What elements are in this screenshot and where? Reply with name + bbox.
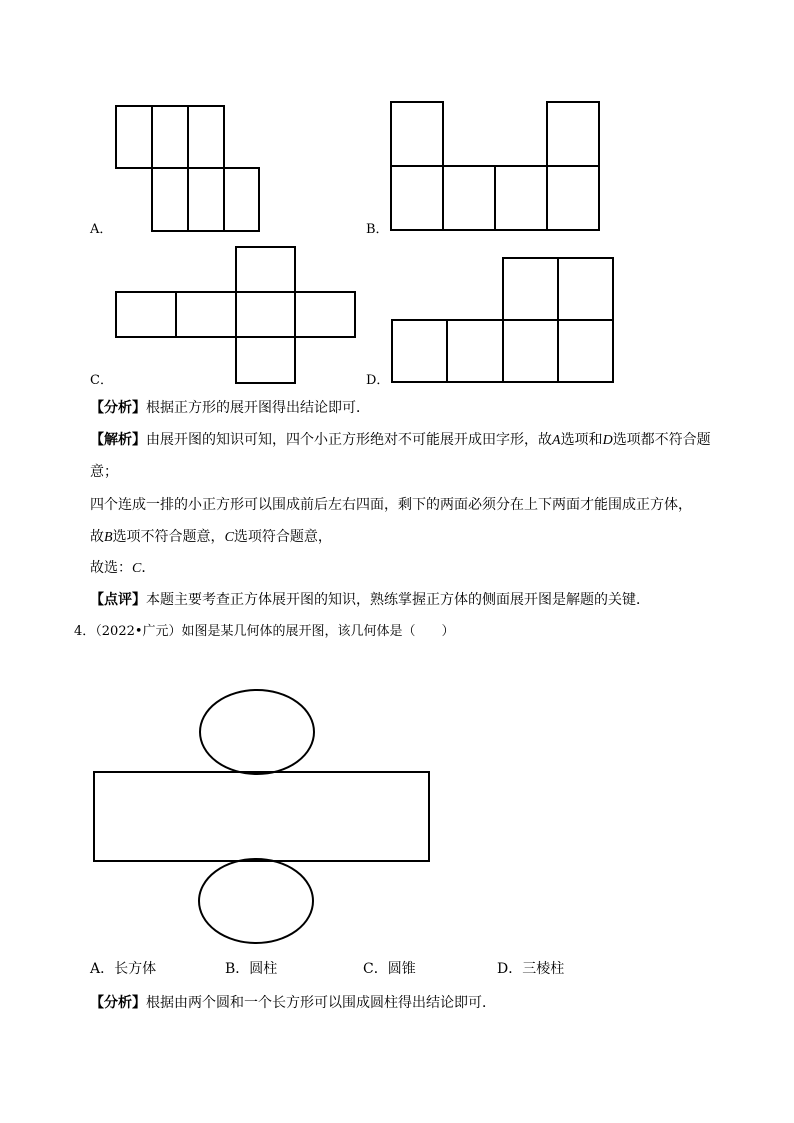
figure-d-label: D． (366, 373, 390, 388)
comment-paragraph (90, 591, 650, 609)
solution-tag: 【解析】 (90, 432, 146, 448)
variable-d: D (602, 433, 613, 448)
answer-prefix: 故选： (90, 560, 132, 576)
solution-line-3: 四个连成一排的小正方形可以围成前后左右四面，剩下的两面必须分在上下两面才能围成正方体， (90, 497, 692, 513)
solution-line-1 (90, 431, 711, 450)
question-4-analysis-tag: 【分析】 (90, 995, 146, 1011)
comment-text: 本题主要考查正方体展开图的知识，熟练掌握正方体的侧面展开图是解题的关键． (146, 592, 650, 608)
solution-text-4c: 选项符合题意， (233, 529, 332, 545)
solution-text-1a: 由展开图的知识可知，四个小正方形绝对不可能展开成田字形，故 (146, 432, 552, 448)
solution-line-4 (90, 528, 332, 547)
solution-line-2: 意； (90, 464, 118, 480)
variable-a: A (552, 433, 561, 448)
cylinder-net-figure (88, 686, 438, 946)
answer-suffix: ． (141, 560, 156, 576)
figure-c-net (110, 240, 365, 390)
figure-a-net (110, 100, 270, 240)
analysis-paragraph (90, 399, 370, 417)
answer-line (90, 559, 155, 578)
variable-b: B (104, 530, 113, 545)
option-a: A．长方体 (90, 961, 157, 977)
comment-tag: 【点评】 (90, 592, 146, 608)
figure-b-net (385, 96, 610, 236)
analysis-text: 根据正方形的展开图得出结论即可． (146, 400, 370, 416)
solution-text-1b: 选项和 (560, 432, 603, 448)
solution-text-4a: 故 (90, 529, 104, 545)
question-4-stem: 4．（2022•广元）如图是某几何体的展开图，该几何体是（ ） (74, 624, 455, 639)
answer-value: C (132, 561, 142, 576)
figure-c-label: C． (90, 373, 113, 388)
figure-d-net (386, 252, 621, 388)
analysis-tag: 【分析】 (90, 400, 146, 416)
option-c: C．圆锥 (363, 961, 416, 977)
option-b: B．圆柱 (225, 961, 278, 977)
figure-b-label: B． (366, 222, 389, 237)
option-d: D．三棱柱 (497, 961, 565, 977)
question-4-analysis-text: 根据由两个圆和一个长方形可以围成圆柱得出结论即可． (146, 995, 496, 1011)
solution-text-1c: 选项都不符合题 (612, 432, 711, 448)
solution-text-4b: 选项不符合题意， (112, 529, 225, 545)
figure-a-label: A． (90, 222, 113, 237)
variable-c: C (224, 530, 234, 545)
question-4-analysis (90, 994, 496, 1012)
